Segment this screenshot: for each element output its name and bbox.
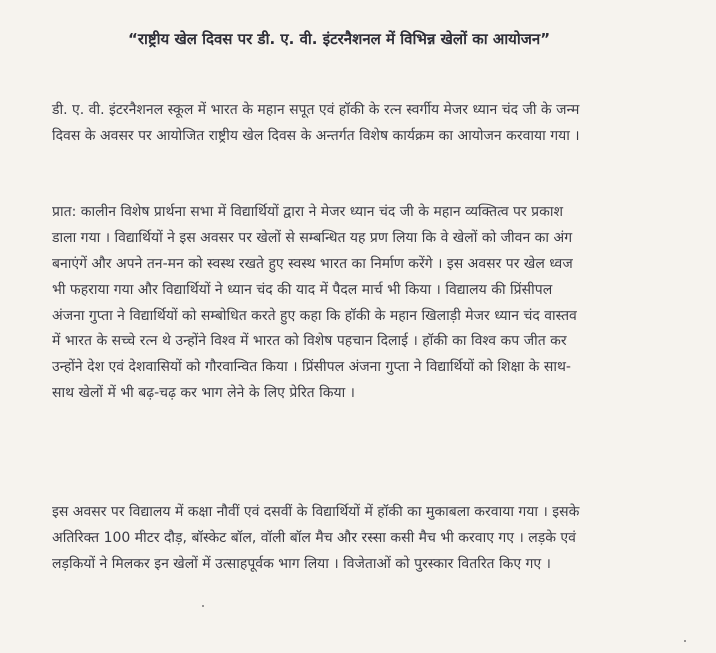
- scan-speck: [684, 640, 686, 642]
- text-line: अतिरिक्त 100 मीटर दौड़, बॉस्केट बॉल, वॉली बॉल मैच और रस्सा कसी मैच भी करवाए गए । लड़के एवं: [52, 529, 576, 546]
- text-line: अंजना गुप्ता ने विद्यार्थियों को सम्बोधित करते हुए कहा कि हॉकी के महान खिलाड़ी मेजर ध्यान चंद वास्तव: [52, 307, 577, 324]
- paragraph-assembly: [52, 200, 692, 407]
- text-line: में भारत के सच्चे रत्न थे उन्होंने विश्व में भारत को विशेष पहचान दिलाई । हॉकी का विश्व कप जीत कर: [52, 333, 567, 350]
- text-line: डाला गया । विद्यार्थियों ने इस अवसर पर खेलों से सम्बन्धित यह प्रण लिया कि वे खेलों को जीवन का अंग: [52, 229, 573, 246]
- text-line: लड़कियों ने मिलकर इन खेलों में उत्साहपूर्वक भाग लिया । विजेताओं को पुरस्कार वितरित किए गए ।: [52, 555, 551, 572]
- document-title: “राष्ट्रीय खेल दिवस पर डी. ए. वी. इंटरनैशनल में विभिन्न खेलों का आयोजन”: [128, 30, 551, 48]
- text-line: भी फहराया गया और विद्यार्थियों ने ध्यान चंद की याद में पैदल मार्च भी किया । विद्यालय की प्रिंसीपल: [52, 281, 553, 298]
- paragraph-intro: [52, 98, 692, 149]
- text-line: साथ खेलों में भी बढ़-चढ़ कर भाग लेने के लिए प्रेरित किया ।: [52, 385, 355, 402]
- text-line: दिवस के अवसर पर आयोजित राष्ट्रीय खेल दिवस के अन्तर्गत विशेष कार्यक्रम का आयोजन करवाया गया ।: [52, 127, 580, 144]
- scan-speck: [202, 605, 204, 607]
- text-line: इस अवसर पर विद्यालय में कक्षा नौवीं एवं दसवीं के विद्यार्थियों में हॉकी का मुकाबला करवाया गया । इसके: [52, 504, 580, 520]
- text-line: उन्होंने देश एवं देशवासियों को गौरवान्वित किया । प्रिंसीपल अंजना गुप्ता ने विद्यार्थियों को शिक्षा के साथ-: [52, 359, 571, 376]
- text-line: डी. ए. वी. इंटरनैशनल स्कूल में भारत के महान सपूत एवं हॉकी के रत्न स्वर्गीय मेजर ध्यान चंद जी के जन्म: [52, 102, 580, 118]
- paragraph-matches: [52, 500, 692, 577]
- text-line: प्रात: कालीन विशेष प्रार्थना सभा में विद्यार्थियों द्वारा ने मेजर ध्यान चंद जी के महान व्यक्तित्व पर प्रकाश: [52, 204, 564, 220]
- text-line: बनाएंगें और अपने तन-मन को स्वस्थ रखते हुए स्वस्थ भारत का निर्माण करेंगे । इस अवसर पर खेल ध्वज: [52, 255, 573, 272]
